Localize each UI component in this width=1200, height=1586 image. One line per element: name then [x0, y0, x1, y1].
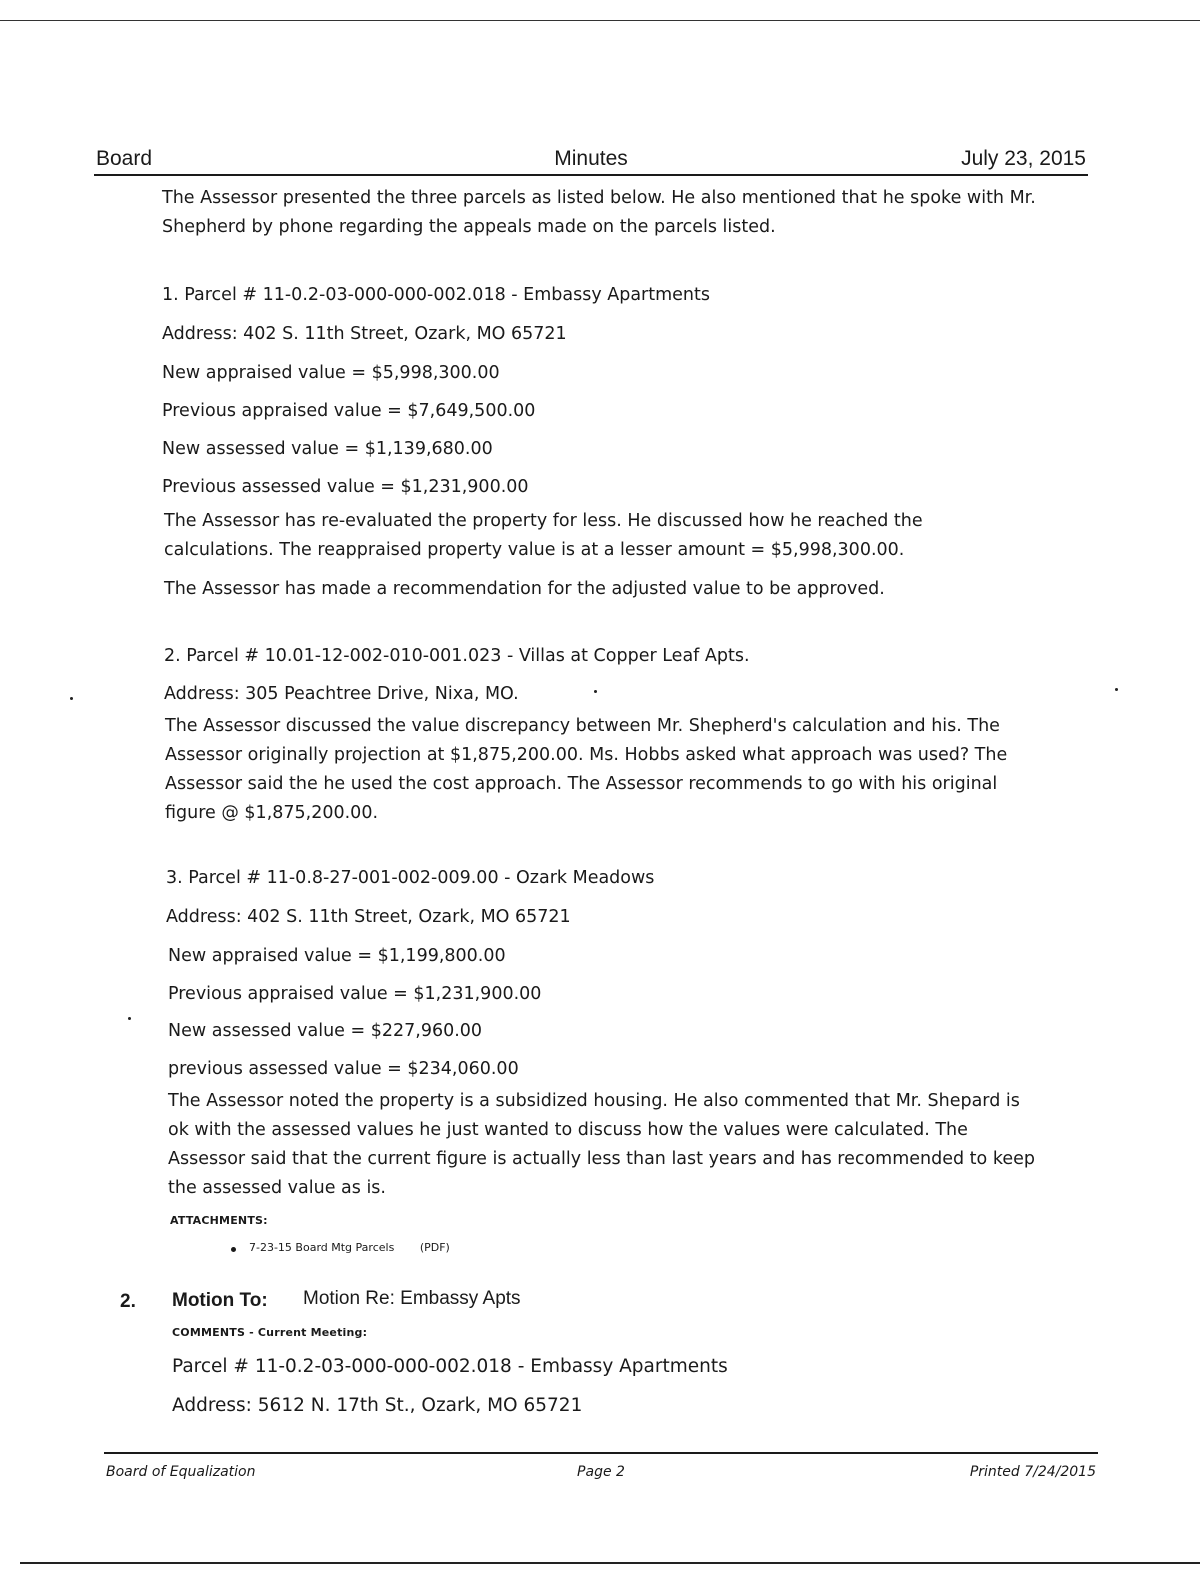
footer-printed: Printed 7/24/2015: [969, 1464, 1096, 1480]
intro-paragraph: The Assessor presented the three parcels as listed below. He also mentioned that he spoke with Mr. Shepherd by phone regarding the appeals made on the parcels listed.: [162, 188, 1036, 237]
scan-speck: [128, 1017, 131, 1020]
parcel2-note: The Assessor discussed the value discrepancy between Mr. Shepherd's calculation and his. The Assessor originally projection at $1,875,200.00. Ms. Hobbs asked what approach was used? The Assessor said the he used the cost approach. The Assessor recommends to go with his original figure @ $1,875,200.00.: [165, 716, 1008, 823]
page-header: [94, 142, 1088, 176]
parcel3-title: 3. Parcel # 11-0.8-27-001-002-009.00 - Ozark Meadows: [166, 868, 655, 888]
parcel1-prev-appraised: Previous appraised value = $7,649,500.00: [162, 401, 536, 421]
attachment-name: 7-23-15 Board Mtg Parcels: [249, 1241, 395, 1254]
parcel2-address: Address: 305 Peachtree Drive, Nixa, MO.: [164, 684, 519, 704]
footer-page: Page 2: [577, 1464, 625, 1480]
motion-address: Address: 5612 N. 17th St., Ozark, MO 65721: [172, 1395, 583, 1416]
header-board: Board: [96, 147, 153, 170]
attachment-type: (PDF): [419, 1241, 450, 1254]
scan-speck: [1115, 688, 1118, 691]
parcel3-address: Address: 402 S. 11th Street, Ozark, MO 65721: [166, 907, 571, 927]
parcel1-new-appraised: New appraised value = $5,998,300.00: [162, 363, 500, 383]
parcel2-title: 2. Parcel # 10.01-12-002-010-001.023 - Villas at Copper Leaf Apts.: [164, 646, 750, 666]
footer-org: Board of Equalization: [106, 1464, 256, 1480]
header-date: July 23, 2015: [961, 147, 1086, 170]
attachment-link[interactable]: [249, 1241, 450, 1254]
parcel1-recommendation: The Assessor has made a recommendation for the adjusted value to be approved.: [164, 579, 885, 599]
parcel3-prev-appraised: Previous appraised value = $1,231,900.00: [168, 984, 542, 1004]
parcel1-address: Address: 402 S. 11th Street, Ozark, MO 65721: [162, 324, 567, 344]
parcel3-note: The Assessor noted the property is a subsidized housing. He also commented that Mr. Shepard is ok with the assessed values he just wanted to discuss how the values were calculated. The Assessor said that the current figure is actually less than last years and has recommended to keep the assessed value as is.: [168, 1091, 1035, 1198]
parcel1-prev-assessed: Previous assessed value = $1,231,900.00: [162, 477, 529, 497]
attachment-bullet: [231, 1247, 236, 1252]
parcel3-new-assessed: New assessed value = $227,960.00: [168, 1021, 483, 1041]
motion-value: Motion Re: Embassy Apts: [303, 1288, 521, 1309]
top-scan-rule: [0, 20, 1200, 21]
parcel1-new-assessed: New assessed value = $1,139,680.00: [162, 439, 493, 459]
parcel1-title: 1. Parcel # 11-0.2-03-000-000-002.018 - Embassy Apartments: [162, 285, 710, 305]
page-footer: [104, 1452, 1098, 1480]
scan-speck: [594, 690, 597, 693]
motion-label: Motion To:: [172, 1290, 268, 1311]
parcel3-prev-assessed: previous assessed value = $234,060.00: [168, 1059, 519, 1079]
motion-number: 2.: [120, 1291, 136, 1312]
parcel3-new-appraised: New appraised value = $1,199,800.00: [168, 946, 506, 966]
motion-parcel: Parcel # 11-0.2-03-000-000-002.018 - Embassy Apartments: [172, 1356, 728, 1377]
parcel1-note: The Assessor has re-evaluated the property for less. He discussed how he reached the calculations. The reappraised property value is at a lesser amount = $5,998,300.00.: [164, 511, 923, 560]
bottom-scan-rule: [20, 1562, 1200, 1564]
header-minutes: Minutes: [554, 147, 628, 170]
comments-label: COMMENTS - Current Meeting:: [172, 1326, 368, 1339]
attachments-label: ATTACHMENTS:: [170, 1214, 268, 1227]
scan-speck: [70, 697, 73, 700]
